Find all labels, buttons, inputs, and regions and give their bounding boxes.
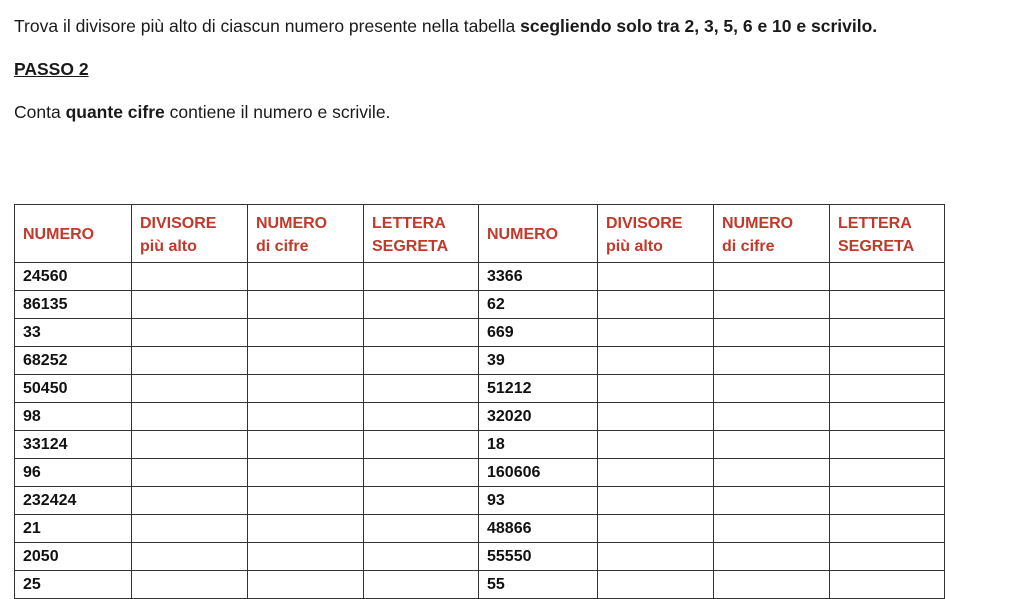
number-cell: 51212 <box>479 375 598 403</box>
digit-count-answer-cell[interactable] <box>248 403 364 431</box>
step-instruction-plain-2: contiene il numero e scrivile. <box>164 102 391 122</box>
column-header-line1: NUMERO <box>256 214 328 232</box>
secret-letter-answer-cell[interactable] <box>830 543 945 571</box>
number-cell: 25 <box>15 571 132 599</box>
digit-count-answer-cell[interactable] <box>714 515 830 543</box>
number-cell: 232424 <box>15 487 132 515</box>
secret-letter-answer-cell[interactable] <box>830 431 945 459</box>
secret-letter-answer-cell[interactable] <box>364 571 479 599</box>
divisor-answer-cell[interactable] <box>598 543 714 571</box>
digit-count-answer-cell[interactable] <box>248 291 364 319</box>
number-cell: 93 <box>479 487 598 515</box>
table-row <box>15 403 945 431</box>
number-cell: 32020 <box>479 403 598 431</box>
number-cell: 62 <box>479 291 598 319</box>
number-cell: 21 <box>15 515 132 543</box>
divisor-answer-cell[interactable] <box>132 431 248 459</box>
digit-count-answer-cell[interactable] <box>248 571 364 599</box>
number-cell: 86135 <box>15 291 132 319</box>
digit-count-answer-cell[interactable] <box>714 291 830 319</box>
column-header-line1: NUMERO <box>487 226 559 243</box>
intro-text-plain: Trova il divisore più alto di ciascun numero presente nella tabella <box>14 16 521 36</box>
table-row <box>15 459 945 487</box>
digit-count-answer-cell[interactable] <box>248 431 364 459</box>
column-header-line1: NUMERO <box>23 226 95 243</box>
secret-letter-answer-cell[interactable] <box>364 319 479 347</box>
digit-count-answer-cell[interactable] <box>714 375 830 403</box>
table-row <box>15 347 945 375</box>
column-header-line2: SEGRETA <box>372 237 449 255</box>
secret-letter-answer-cell[interactable] <box>364 403 479 431</box>
divisor-answer-cell[interactable] <box>132 459 248 487</box>
digit-count-answer-cell[interactable] <box>714 431 830 459</box>
table-row <box>15 487 945 515</box>
table-row <box>15 431 945 459</box>
digit-count-answer-cell[interactable] <box>248 543 364 571</box>
secret-letter-answer-cell[interactable] <box>364 431 479 459</box>
secret-letter-answer-cell[interactable] <box>364 347 479 375</box>
number-cell: 55 <box>479 571 598 599</box>
column-header-line2: più alto <box>606 237 663 255</box>
table-row <box>15 319 945 347</box>
step-title: PASSO 2 <box>14 59 89 79</box>
column-header-line2: SEGRETA <box>838 237 915 255</box>
divisor-answer-cell[interactable] <box>132 375 248 403</box>
divisor-answer-cell[interactable] <box>598 515 714 543</box>
secret-letter-answer-cell[interactable] <box>364 543 479 571</box>
step-instruction <box>14 100 1004 125</box>
intro-text-bold: scegliendo solo tra 2, 3, 5, 6 e 10 e scrivilo. <box>520 16 878 36</box>
digit-count-answer-cell[interactable] <box>714 403 830 431</box>
secret-letter-answer-cell[interactable] <box>364 263 479 291</box>
table-row <box>15 571 945 599</box>
secret-letter-answer-cell[interactable] <box>830 319 945 347</box>
digit-count-answer-cell[interactable] <box>714 263 830 291</box>
table-row <box>15 375 945 403</box>
table-header-row <box>15 205 945 263</box>
divisor-answer-cell[interactable] <box>598 431 714 459</box>
divisor-answer-cell[interactable] <box>132 347 248 375</box>
number-cell: 24560 <box>15 263 132 291</box>
table-row <box>15 263 945 291</box>
column-header-line1: NUMERO <box>722 214 794 232</box>
number-cell: 669 <box>479 319 598 347</box>
number-cell: 33 <box>15 319 132 347</box>
divisor-answer-cell[interactable] <box>598 459 714 487</box>
exercise-table <box>14 204 945 599</box>
divisor-answer-cell[interactable] <box>132 571 248 599</box>
number-cell: 68252 <box>15 347 132 375</box>
secret-letter-answer-cell[interactable] <box>830 515 945 543</box>
divisor-answer-cell[interactable] <box>132 291 248 319</box>
secret-letter-answer-cell[interactable] <box>830 291 945 319</box>
divisor-answer-cell[interactable] <box>598 571 714 599</box>
secret-letter-answer-cell[interactable] <box>364 487 479 515</box>
digit-count-answer-cell[interactable] <box>248 319 364 347</box>
divisor-answer-cell[interactable] <box>598 347 714 375</box>
digit-count-answer-cell[interactable] <box>248 515 364 543</box>
column-header <box>714 205 830 263</box>
divisor-answer-cell[interactable] <box>598 263 714 291</box>
number-cell: 50450 <box>15 375 132 403</box>
secret-letter-answer-cell[interactable] <box>830 459 945 487</box>
column-header-line1: DIVISORE <box>606 214 683 232</box>
column-header-line2: di cifre <box>722 237 775 255</box>
step-instruction-plain-1: Conta <box>14 102 66 122</box>
divisor-answer-cell[interactable] <box>598 291 714 319</box>
digit-count-answer-cell[interactable] <box>714 543 830 571</box>
column-header <box>364 205 479 263</box>
number-cell: 3366 <box>479 263 598 291</box>
divisor-answer-cell[interactable] <box>132 543 248 571</box>
column-header <box>830 205 945 263</box>
column-header-line1: LETTERA <box>372 214 446 232</box>
column-header-line2: più alto <box>140 237 197 255</box>
number-cell: 39 <box>479 347 598 375</box>
table-row <box>15 291 945 319</box>
secret-letter-answer-cell[interactable] <box>830 403 945 431</box>
column-header <box>479 205 598 263</box>
intro-text <box>14 14 1004 39</box>
secret-letter-answer-cell[interactable] <box>830 375 945 403</box>
number-cell: 98 <box>15 403 132 431</box>
digit-count-answer-cell[interactable] <box>714 319 830 347</box>
column-header <box>248 205 364 263</box>
digit-count-answer-cell[interactable] <box>714 571 830 599</box>
column-header <box>598 205 714 263</box>
digit-count-answer-cell[interactable] <box>714 459 830 487</box>
number-cell: 160606 <box>479 459 598 487</box>
divisor-answer-cell[interactable] <box>132 487 248 515</box>
digit-count-answer-cell[interactable] <box>248 263 364 291</box>
divisor-answer-cell[interactable] <box>598 403 714 431</box>
digit-count-answer-cell[interactable] <box>714 487 830 515</box>
column-header-line1: DIVISORE <box>140 214 217 232</box>
secret-letter-answer-cell[interactable] <box>830 347 945 375</box>
divisor-answer-cell[interactable] <box>132 263 248 291</box>
step-instruction-bold: quante cifre <box>65 102 165 122</box>
divisor-answer-cell[interactable] <box>132 319 248 347</box>
number-cell: 55550 <box>479 543 598 571</box>
number-cell: 2050 <box>15 543 132 571</box>
column-header-line2: di cifre <box>256 237 309 255</box>
table-body <box>15 263 945 599</box>
number-cell: 48866 <box>479 515 598 543</box>
instructions <box>14 14 1004 125</box>
digit-count-answer-cell[interactable] <box>248 375 364 403</box>
divisor-answer-cell[interactable] <box>132 403 248 431</box>
secret-letter-answer-cell[interactable] <box>830 263 945 291</box>
digit-count-answer-cell[interactable] <box>714 347 830 375</box>
divisor-answer-cell[interactable] <box>598 319 714 347</box>
divisor-answer-cell[interactable] <box>598 375 714 403</box>
secret-letter-answer-cell[interactable] <box>364 375 479 403</box>
secret-letter-answer-cell[interactable] <box>830 487 945 515</box>
divisor-answer-cell[interactable] <box>598 487 714 515</box>
number-cell: 96 <box>15 459 132 487</box>
secret-letter-answer-cell[interactable] <box>364 291 479 319</box>
number-cell: 33124 <box>15 431 132 459</box>
column-header <box>132 205 248 263</box>
secret-letter-answer-cell[interactable] <box>364 459 479 487</box>
number-cell: 18 <box>479 431 598 459</box>
table-row <box>15 543 945 571</box>
digit-count-answer-cell[interactable] <box>248 487 364 515</box>
digit-count-answer-cell[interactable] <box>248 459 364 487</box>
digit-count-answer-cell[interactable] <box>248 347 364 375</box>
column-header <box>15 205 132 263</box>
secret-letter-answer-cell[interactable] <box>364 515 479 543</box>
table-row <box>15 515 945 543</box>
column-header-line1: LETTERA <box>838 214 912 232</box>
divisor-answer-cell[interactable] <box>132 515 248 543</box>
secret-letter-answer-cell[interactable] <box>830 571 945 599</box>
